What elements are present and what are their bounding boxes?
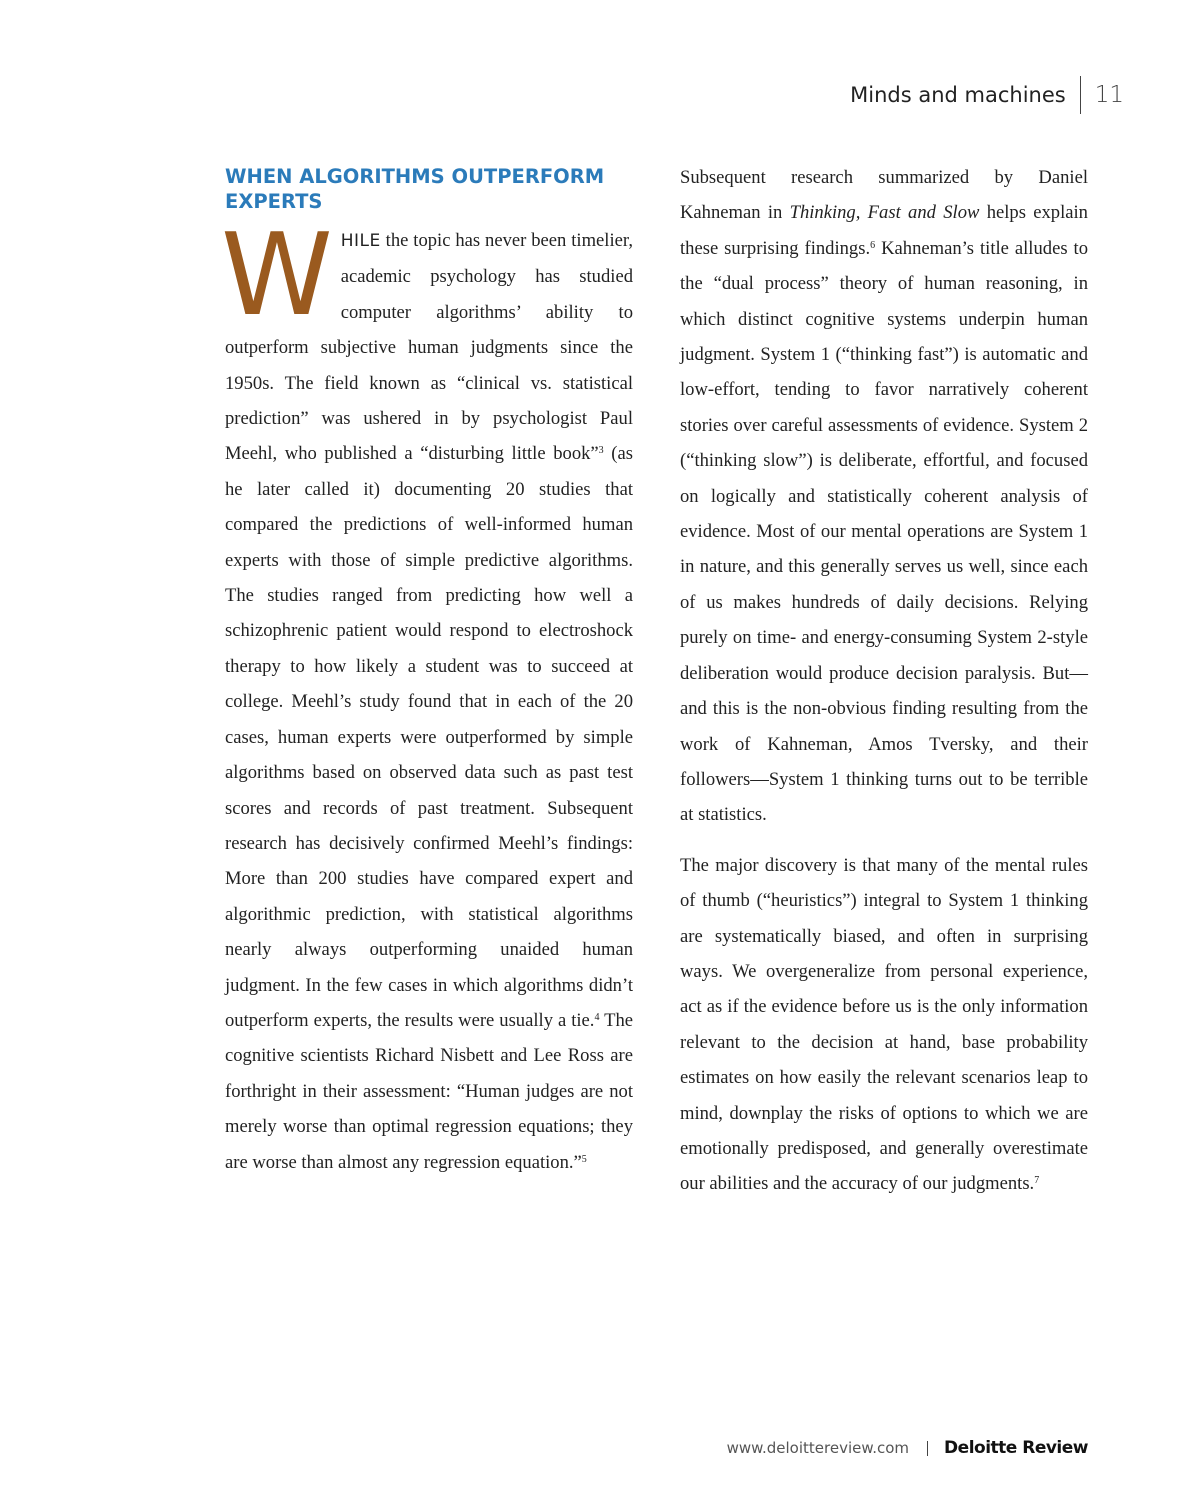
page-footer [727,1438,1088,1458]
footer-divider [927,1441,928,1456]
paragraph-2-text-b: helps explain these surprising findings. [680,202,1088,259]
paragraph-3-text: The major discovery is that many of the mental rules of thumb (“heuristics”) integral to System 1 thinking are systematically biased, and often in surprising ways. We overgeneralize from personal experience, act as if the evidence before us is the only information relevant to the decision at hand, base probability estimates on how easily the relevant scenarios leap to mind, downplay the risks of options to which we are emotionally predisposed, and generally overestimate our abilities and the accuracy of our judgments. [680,854,1088,1195]
footnote-ref-7[interactable]: 7 [1034,1175,1040,1187]
running-header [850,76,1124,114]
paragraph-1-text-c: The cognitive scientists Richard Nisbett and Lee Ross are forthright in their assessment: “Human judges are not merely worse than optimal regression equations; they are worse than almost any regression equation.” [225,1009,633,1173]
dropcap-letter: W [221,209,333,341]
footnote-ref-3[interactable]: 3 [598,445,604,457]
section-heading: WHEN ALGORITHMS OUTPERFORM EXPERTS [225,165,605,213]
right-column [680,160,1088,1202]
book-title: Thinking, Fast and Slow [789,202,980,224]
footer-url-link[interactable]: www.deloittereview.com [726,1439,910,1457]
footnote-ref-5[interactable]: 5 [581,1153,587,1165]
paragraph-2-text-a: Subsequent research summarized by Daniel Kahneman in [680,167,1088,224]
header-title: Minds and machines [850,83,1066,107]
header-divider [1080,76,1081,114]
paragraph-2 [680,160,1088,833]
footer-brand: Deloitte Review [944,1438,1088,1458]
page-number: 11 [1094,82,1124,108]
paragraph-1-text-b: (as he later called it) documenting 20 studies that compared the predictions of well-informed human experts with those of simple predictive algorithms. The studies ranged from predicting how well a schizophrenic patient would respond to electroshock therapy to how likely a student was to succeed at college. Meehl’s study found that in each of the 20 cases, human experts were outperformed by simple algorithms based on observed data such as past test scores and records of past treatment. Subsequent research has decisively confirmed Meehl’s findings: More than 200 studies have compared expert and algorithmic prediction, with statistical algorithms nearly always outperforming unaided human judgment. In the few cases in which algorithms didn’t outperform experts, the results were usually a tie. [225,443,633,1031]
paragraph-2-text-c: Kahneman’s title alludes to the “dual process” theory of human reasoning, in which distinct cognitive systems underpin human judgment. System 1 (“thinking fast”) is automatic and low-effort, tending to favor narratively coherent stories over careful assessments of evidence. System 2 (“thinking slow”) is deliberate, effortful, and focused on logically and statistically coherent analysis of evidence. Most of our mental operations are System 1 in nature, and this generally serves us well, since each of us makes hundreds of daily decisions. Relying purely on time- and energy-consuming System 2-style deliberation would produce decision paralysis. But—and this is the non-obvious finding resulting from the work of Kahneman, Amos Tversky, and their followers—System 1 thinking turns out to be terrible at statistics. [680,237,1088,826]
footnote-ref-6[interactable]: 6 [870,239,876,251]
paragraph-3 [680,848,1088,1202]
smallcaps-lead: HILE [340,231,381,251]
left-column [221,160,633,1180]
paragraph-1 [221,209,633,1180]
paragraph-1-text-a: the topic has never been timelier, academic psychology has studied computer algorithms’ ability to outperform subjective human judgments since the 1950s. The field known as “clinical vs. statistical prediction” was ushered in by psychologist Paul Meehl, who published a “disturbing little book” [225,230,633,465]
footnote-ref-4[interactable]: 4 [594,1011,600,1023]
